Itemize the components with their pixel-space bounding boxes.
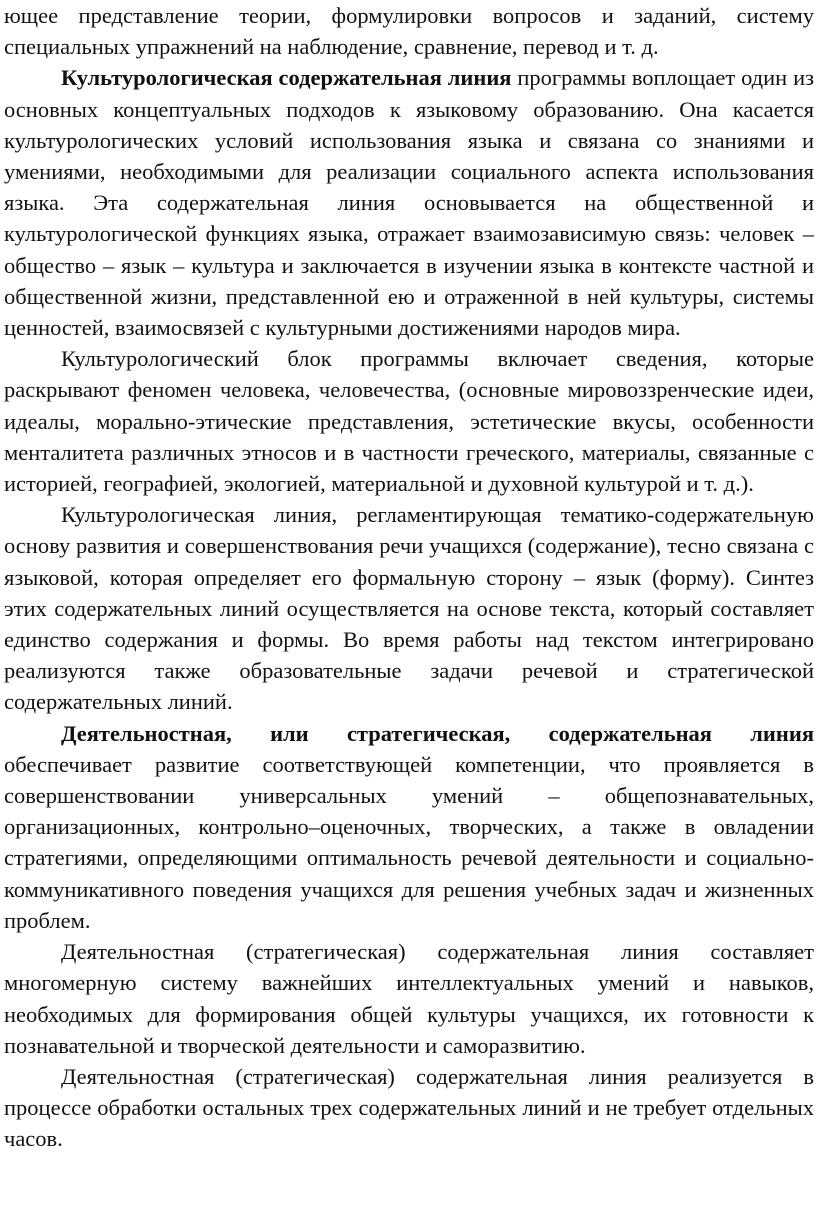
paragraph-text: Деятельностная (стратегическая) содержательная линия составляет многомерную систему важнейших интеллектуальных умений и навыков, необходимых для формирования общей культуры учащихся, их готовности к познавательной и творческой деятельности и саморазвитию. (4, 939, 814, 1058)
paragraph-cultural-block (4, 343, 814, 499)
paragraph-text: Деятельностная (стратегическая) содержательная линия реализуется в процессе обработки остальных трех содержательных линий и не требует отдельных часов. (4, 1063, 814, 1152)
paragraph-text: программы воплощает один из основных концептуальных подходов к языковому образованию. Она касается культурологических условий использования языка и связана со знаниями и умениями, необходимыми для реализации социального аспекта использования языка. Эта содержательная линия основывается на общественной и культурологической функциях языка, отражает взаимозависимую связь: человек – общество – язык – культура и заключается в изучении языка в контексте частной и общественной жизни, представленной ею и отраженной в ней культуры, системы ценностей, взаимосвязей с культурными достижениями народов мира. (4, 65, 814, 341)
paragraph-text: обеспечивает развитие соответствующей компетенции, что проявляется в совершенствовании универсальных умений – общепознавательных, организационных, контрольно–оценочных, творческих, а также в овладении стратегиями, определяющими оптимальность речевой деятельности и социально-коммуникативного поведения учащихся для решения учебных задач и жизненных проблем. (4, 751, 814, 933)
paragraph-bold-heading: Деятельностная, или стратегическая, содержательная линия (61, 720, 814, 746)
paragraph-text: ющее представление теории, формулировки вопросов и заданий, систему специальных упражнений на наблюдение, сравнение, перевод и т. д. (4, 3, 814, 60)
paragraph-cultural-line (4, 62, 814, 343)
paragraph-continuation (4, 0, 814, 62)
paragraph-activity-implementation (4, 1061, 814, 1155)
paragraph-bold-heading: Культурологическая содержательная линия (61, 65, 512, 91)
paragraph-text: Культурологическая линия, регламентирующая тематико-содержательную основу развития и совершенствования речи учащихся (содержание), тесно связана с языковой, которая определяет его формальную сторону – язык (форму). Синтез этих содержательных линий осуществляется на основе текста, который составляет единство содержания и формы. Во время работы над текстом интегрировано реализуются также образовательные задачи речевой и стратегической содержательных линий. (4, 502, 814, 715)
paragraph-activity-line (4, 718, 814, 936)
paragraph-text: Культурологический блок программы включает сведения, которые раскрывают феномен человека, человечества, (основные мировоззренческие идеи, идеалы, морально-этические представления, эстетические вкусы, особенности менталитета различных этносов и в частности греческого, материалы, связанные с историей, географией, экологией, материальной и духовной культурой и т. д.). (4, 346, 814, 497)
paragraph-activity-system (4, 936, 814, 1061)
paragraph-cultural-synthesis (4, 499, 814, 717)
